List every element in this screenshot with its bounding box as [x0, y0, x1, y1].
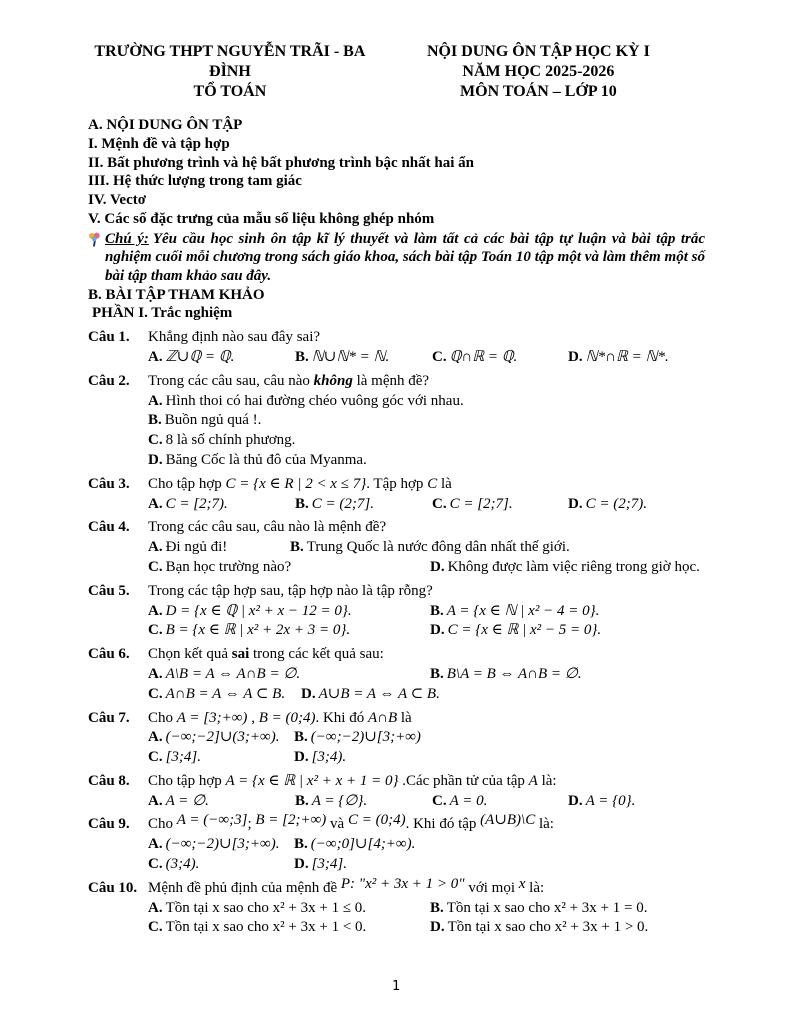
school-year: NĂM HỌC 2025-2026 — [462, 63, 615, 80]
option-c: C. B = {x ∈ ℝ | x² + 2x + 3 = 0}. — [148, 622, 351, 639]
option-c: C. Tồn tại x sao cho x² + 3x + 1 < 0. — [148, 919, 367, 936]
subject-grade: MÔN TOÁN – LỚP 10 — [460, 83, 617, 100]
part-1-title: PHẦN I. Trắc nghiệm — [92, 305, 233, 322]
question-1 — [88, 328, 705, 367]
option-a: A. Hình thoi có hai đường chéo vuông góc với nhau. — [148, 392, 464, 409]
question-6 — [88, 645, 705, 703]
option-b: B. ℕ∪ℕ* = ℕ. — [295, 348, 390, 365]
option-b: B. Tồn tại x sao cho x² + 3x + 1 = 0. — [430, 899, 648, 916]
option-b: B. (−∞;−2)∪[3;+∞) — [294, 729, 421, 746]
question-label: Câu 10. — [88, 879, 138, 896]
question-10 — [88, 875, 705, 937]
section-a-item-5: V. Các số đặc trưng của mẫu số liệu không ghép nhóm — [88, 210, 435, 227]
section-a-item-4: IV. Vectơ — [88, 192, 147, 209]
option-d: D. ℕ*∩ℝ = ℕ*. — [568, 348, 669, 365]
question-label: Câu 1. — [88, 329, 130, 346]
question-text: Cho A = (−∞;3]; B = [2;+∞) và C = (0;4). Khi đó tập (A∪B)\C là: — [148, 812, 554, 833]
option-d: D. Băng Cốc là thủ đô của Myanma. — [148, 451, 367, 468]
section-a-item-3: III. Hệ thức lượng trong tam giác — [88, 173, 302, 190]
option-c: C. A = 0. — [432, 792, 488, 809]
option-b: B. A = {x ∈ ℕ | x² − 4 = 0}. — [430, 602, 600, 619]
option-a: A. D = {x ∈ ℚ | x² + x − 12 = 0}. — [148, 602, 352, 619]
question-label: Câu 4. — [88, 519, 130, 536]
option-d: D. [3;4). — [294, 749, 347, 766]
option-d: D. Tồn tại x sao cho x² + 3x + 1 > 0. — [430, 919, 649, 936]
note-text-block — [105, 230, 705, 286]
section-a-title: A. NỘI DUNG ÔN TẬP — [88, 117, 243, 133]
option-b: B. A = {∅}. — [295, 792, 368, 809]
note-label: Chú ý: — [105, 230, 149, 247]
question-text: Cho tập hợp A = {x ∈ ℝ | x² + x + 1 = 0} .Các phần tử của tập A là: — [148, 772, 557, 789]
section-b-title: B. BÀI TẬP THAM KHẢO — [88, 286, 265, 303]
option-c: C. ℚ∩ℝ = ℚ. — [432, 348, 518, 365]
school-name: TRƯỜNG THPT NGUYỄN TRÃI - BA ĐÌNH — [94, 43, 366, 80]
option-a: A. Tồn tại x sao cho x² + 3x + 1 ≤ 0. — [148, 899, 367, 916]
option-c: C. Bạn học trường nào? — [148, 558, 292, 575]
option-a: A. A\B = A ⇔ A∩B = ∅. — [148, 665, 301, 682]
question-text: Chọn kết quả sai trong các kết quả sau: — [148, 646, 384, 663]
department-name: TỔ TOÁN — [193, 83, 267, 100]
option-a: A. Đi ngủ đi! — [148, 539, 228, 556]
option-a: A. (−∞;−2]∪(3;+∞). — [148, 729, 280, 746]
question-7 — [88, 709, 705, 767]
option-a: A. (−∞;−2)∪[3;+∞). — [148, 836, 280, 853]
section-a-item-1: I. Mệnh đề và tập hợp — [88, 135, 230, 152]
question-text: Trong các tập hợp sau, tập hợp nào là tập rỗng? — [148, 582, 433, 599]
school-header — [88, 42, 372, 102]
option-c: C. A∩B = A ⇔ A ⊂ B. — [148, 685, 286, 702]
option-d: D. C = (2;7). — [568, 495, 647, 512]
section-a-item-2: II. Bất phương trình và hệ bất phương trình bậc nhất hai ẩn — [88, 154, 474, 171]
option-b: B. Trung Quốc là nước đông dân nhất thế giới. — [290, 539, 570, 556]
question-3 — [88, 475, 705, 514]
option-a: A. A = ∅. — [148, 792, 209, 809]
questions — [88, 328, 705, 937]
question-text: Mệnh đề phủ định của mệnh đề P: "x² + 3x + 1 > 0" với mọi x là: — [148, 875, 545, 896]
question-9 — [88, 812, 705, 873]
option-b: B. B\A = B ⇔ A∩B = ∅. — [430, 665, 582, 682]
option-a: A. ℤ∪ℚ = ℚ. — [148, 348, 235, 365]
option-c: C. (3;4). — [148, 856, 200, 873]
question-text: Cho A = [3;+∞) , B = (0;4). Khi đó A∩B là — [148, 709, 412, 726]
note-text: Yêu cầu học sinh ôn tập kĩ lý thuyết và làm tất cả các bài tập tự luận và bài tập trắc nghiệm cuối mỗi chương trong sách giáo khoa, sách bài tập Toán 10 tập một và làm thêm một số bài tập tham khảo sau đây. — [105, 230, 705, 284]
note-block — [88, 230, 705, 286]
option-c: C. 8 là số chính phương. — [148, 432, 296, 449]
question-label: Câu 8. — [88, 772, 130, 789]
option-a: A. C = [2;7). — [148, 495, 228, 512]
option-c: C. [3;4]. — [148, 749, 202, 766]
question-label: Câu 9. — [88, 816, 130, 833]
question-label: Câu 3. — [88, 475, 130, 492]
question-label: Câu 7. — [88, 709, 130, 726]
option-d: D. [3;4]. — [294, 856, 348, 873]
question-4 — [88, 518, 705, 576]
question-8 — [88, 772, 705, 811]
option-d: D. A∪B = A ⇔ A ⊂ B. — [301, 685, 440, 702]
question-2 — [88, 372, 705, 470]
section-a — [88, 116, 705, 229]
question-text: Khẳng định nào sau đây sai? — [148, 329, 321, 346]
question-5 — [88, 582, 705, 640]
document-title-block — [372, 42, 705, 102]
document-title: NỘI DUNG ÔN TẬP HỌC KỲ I — [426, 43, 650, 60]
page-number: 1 — [391, 978, 401, 995]
question-text: Cho tập hợp C = {x ∈ R | 2 < x ≤ 7}. Tập hợp C là — [148, 475, 452, 492]
question-text: Trong các câu sau, câu nào không là mệnh đề? — [148, 372, 430, 389]
question-label: Câu 6. — [88, 646, 130, 663]
option-c: C. C = [2;7]. — [432, 495, 513, 512]
question-label: Câu 5. — [88, 582, 130, 599]
option-d: D. A = {0}. — [568, 792, 636, 809]
option-b: B. (−∞;0]∪[4;+∞). — [294, 836, 416, 853]
option-d: D. Không được làm việc riêng trong giờ học. — [430, 558, 700, 575]
document-header — [88, 42, 705, 102]
question-text: Trong các câu sau, câu nào là mệnh đề? — [148, 519, 387, 536]
note-bullet-icon — [88, 230, 105, 286]
option-d: D. C = {x ∈ ℝ | x² − 5 = 0}. — [430, 622, 602, 639]
question-label: Câu 2. — [88, 372, 130, 389]
option-b: B. C = (2;7]. — [295, 495, 374, 512]
option-b: B. Buồn ngủ quá !. — [148, 412, 262, 429]
